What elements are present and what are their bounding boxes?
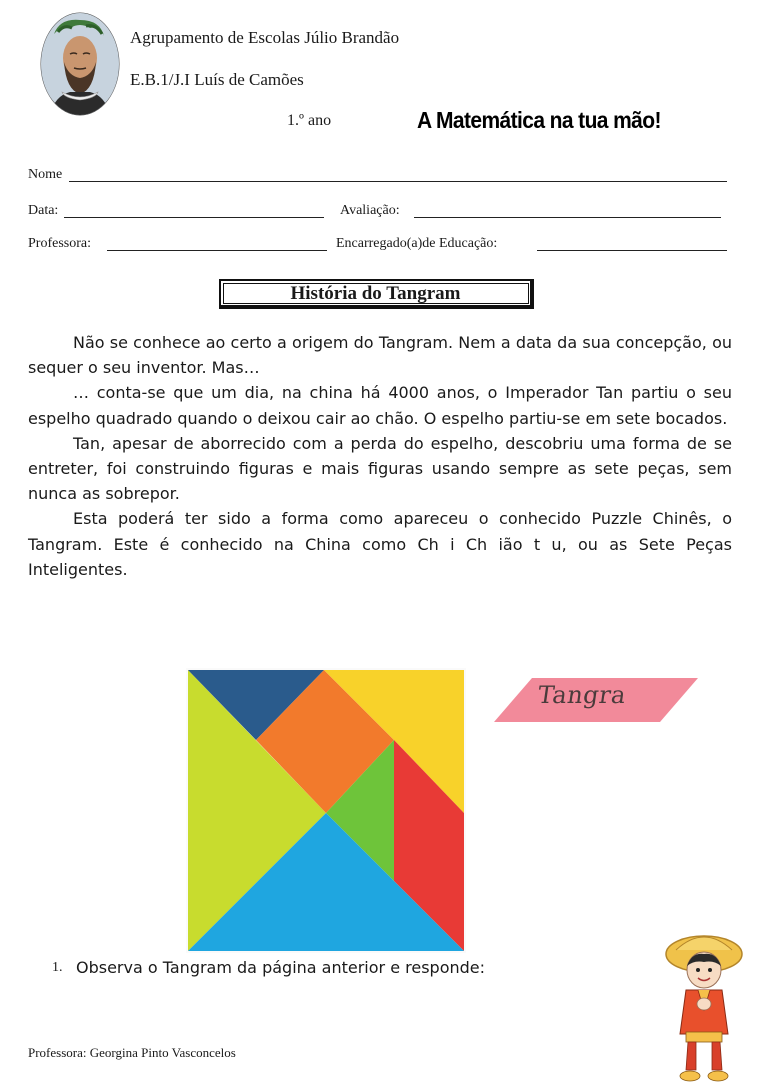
name-field[interactable] (69, 181, 727, 182)
date-label: Data: (28, 203, 59, 218)
tangram-label-text: Tangra (536, 681, 629, 709)
guardian-label: Encarregado(a)de Educação: (336, 236, 498, 251)
grade-label: 1.º ano (287, 112, 332, 129)
question-number: 1. (52, 960, 63, 975)
question-text: Observa o Tangram da página anterior e responde: (76, 958, 486, 977)
school-unit: E.B.1/J.I Luís de Camões (130, 70, 304, 89)
story-paragraph-3: Tan, apesar de aborrecido com a perda do espelho, descobriu uma forma de se entreter, foi construindo figuras e mais figuras usando sempre as sete peças, sem nunca as sobrepor. (28, 433, 732, 504)
teacher-label: Professora: (28, 236, 91, 251)
chinese-boy-illustration (662, 930, 746, 1086)
story-text (28, 330, 732, 582)
camoes-portrait-image (40, 12, 120, 116)
school-name: Agrupamento de Escolas Júlio Brandão (130, 28, 400, 47)
story-paragraph-4: Esta poderá ter sido a forma como apareceu o conhecido Puzzle Chinês, o Tangram. Este é conhecido na China como Ch i Ch ião t u, ou as Sete Peças Inteligentes. (28, 509, 732, 579)
name-label: Nome (28, 167, 63, 182)
evaluation-field[interactable] (414, 217, 721, 218)
title-box (219, 279, 534, 309)
evaluation-label: Avaliação: (340, 203, 400, 218)
story-paragraph-1: Não se conhece ao certo a origem do Tangram. Nem a data da sua concepção, ou sequer o seu inventor. Mas… (28, 333, 732, 378)
footer-teacher: Professora: Georgina Pinto Vasconcelos (28, 1045, 236, 1060)
story-paragraph-2: … conta-se que um dia, na china há 4000 anos, o Imperador Tan partiu o seu espelho quadrado quando o deixou cair ao chão. O espelho partiu-se em sete bocados. (28, 383, 732, 428)
story-title: História do Tangram (290, 283, 461, 304)
guardian-field[interactable] (537, 250, 727, 251)
teacher-field[interactable] (107, 250, 327, 251)
slogan-heading: A Matemática na tua mão! (417, 108, 661, 134)
date-field[interactable] (64, 217, 324, 218)
tangram-image (186, 668, 466, 953)
